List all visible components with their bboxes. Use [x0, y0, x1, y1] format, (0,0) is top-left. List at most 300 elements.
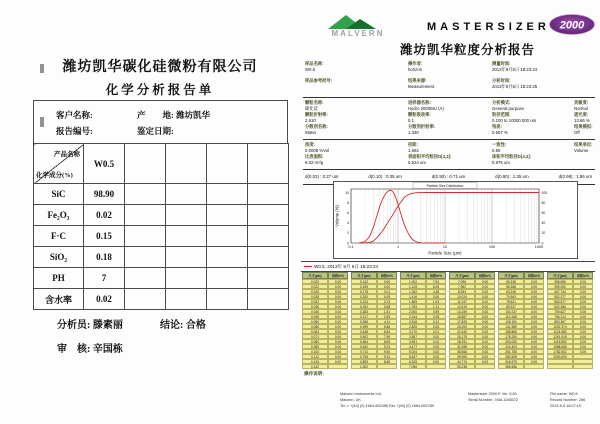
- volume-header-cell: 体积In%: [475, 272, 495, 279]
- size-cell: 112.468: [498, 314, 524, 319]
- empty-cell: [248, 184, 289, 205]
- size-cell: 2.000: [400, 309, 426, 314]
- x-axis-tick: 10: [442, 245, 448, 249]
- volume-cell: 0.00: [328, 279, 348, 284]
- volume-cell: [377, 364, 397, 369]
- volume-cell: 0.23: [377, 299, 397, 304]
- size-cell: 31.698: [449, 344, 475, 349]
- field-value: 碳化硅: [305, 106, 318, 112]
- volume-cell: 0.00: [328, 299, 348, 304]
- size-cell: 282.508: [498, 354, 524, 359]
- field: [408, 124, 492, 136]
- volume-cell: 9.23: [377, 344, 397, 349]
- volume-cell: 0.12: [426, 319, 446, 324]
- report-info-box: [33, 100, 288, 144]
- right-axis-tick: 80: [541, 200, 546, 205]
- volume-cell: 0.00: [573, 344, 593, 349]
- product-cell: W0.5: [84, 144, 125, 184]
- empty-cell: [125, 144, 166, 184]
- field: [408, 142, 492, 154]
- d-value: d(0.50) : 0.71 um: [431, 174, 466, 179]
- empty-cell: [207, 268, 248, 289]
- empty-cell: [166, 205, 207, 226]
- size-table-row: [302, 364, 348, 369]
- origin-label: 产 地: 潍坊凯华: [137, 110, 210, 120]
- field-label: 结果来源:: [408, 77, 427, 83]
- size-column-group: [547, 272, 593, 369]
- component-value-cell: 7: [84, 268, 125, 289]
- volume-cell: 8.65: [377, 359, 397, 364]
- chemical-composition-table: [33, 143, 289, 310]
- volume-cell: 0.00: [328, 319, 348, 324]
- component-label-cell: PH: [34, 268, 84, 289]
- footer-line: File name: W0.5: [550, 392, 578, 396]
- footer-line: Mastersizer 2000 E Ver. 5.60: [468, 392, 517, 396]
- volume-cell: 0.00: [426, 339, 446, 344]
- field-section: [303, 140, 595, 170]
- size-table-header-row: [302, 272, 348, 279]
- volume-cell: 0.59: [426, 309, 446, 314]
- field-value: Normal: [574, 106, 588, 112]
- size-cell: 0.564: [351, 339, 377, 344]
- size-cell: 0.089: [302, 344, 328, 349]
- size-cell: 1.262: [400, 289, 426, 294]
- field-value: 0.507 %: [492, 130, 508, 136]
- model-2000-badge-icon: [548, 13, 596, 36]
- table-row: [34, 205, 289, 226]
- component-value-cell: 0.02: [84, 205, 125, 226]
- volume-cell: 0.00: [426, 344, 446, 349]
- field-row: [305, 78, 595, 95]
- size-cell: 14.159: [449, 309, 475, 314]
- field: [492, 78, 574, 95]
- volume-cell: 7.90: [377, 334, 397, 339]
- size-cell: 1.125: [400, 284, 426, 289]
- size-cell: 3.557: [400, 334, 426, 339]
- volume-cell: 0.00: [475, 354, 495, 359]
- inspection-date-label: 鉴定日期:: [137, 126, 174, 136]
- size-cell: 178.250: [498, 334, 524, 339]
- volume-header-cell: 体积In%: [328, 272, 348, 279]
- field-label: 灵敏度:: [574, 100, 589, 105]
- size-cell: 0.126: [302, 359, 328, 364]
- field-label: 遮光度:: [574, 112, 589, 117]
- right-axis-tick: 0: [541, 241, 544, 246]
- size-table-header-row: [449, 272, 495, 279]
- size-cell: 0.032: [302, 299, 328, 304]
- field: [305, 124, 408, 136]
- volume-cell: 0.00: [328, 354, 348, 359]
- field: [492, 154, 574, 166]
- size-cell: 6.325: [400, 359, 426, 364]
- volume-cell: [475, 364, 495, 369]
- volume-header-cell: 体积In%: [524, 272, 544, 279]
- size-cell: 0.448: [351, 329, 377, 334]
- size-class-table: [302, 272, 593, 369]
- size-cell: 79.621: [498, 299, 524, 304]
- empty-cell: [125, 205, 166, 226]
- y-axis-label: Volume (%): [334, 205, 340, 227]
- empty-cell: [248, 289, 289, 310]
- footer-line: Malvern Instruments Ltd.: [340, 392, 382, 396]
- field: [492, 142, 574, 154]
- size-cell: 25.179: [449, 334, 475, 339]
- size-cell: 15.887: [449, 314, 475, 319]
- size-cell: 0.036: [302, 304, 328, 309]
- volume-cell: 0.05: [426, 324, 446, 329]
- measurement-fields: [303, 59, 595, 185]
- field-label: 颗粒吸收率:: [408, 112, 431, 117]
- component-label-cell: SiO₂: [34, 247, 84, 268]
- product-name-header: 产品名称: [54, 151, 80, 158]
- size-cell: 0.063: [302, 329, 328, 334]
- field: [492, 112, 574, 124]
- footer-manufacturer: [340, 391, 465, 409]
- empty-cell: [125, 289, 166, 310]
- size-cell: 1261.915: [547, 334, 573, 339]
- field-value: 9.02 m²/g: [305, 160, 324, 166]
- size-cell: 0.142: [351, 279, 377, 284]
- size-cell: 8.934: [449, 289, 475, 294]
- analyst-signature: 分析员: 滕素丽: [57, 320, 123, 331]
- size-column-group: [302, 272, 348, 369]
- volume-cell: 0.00: [573, 329, 593, 334]
- size-cell: 1.002: [400, 279, 426, 284]
- size-cell: 399.052: [547, 284, 573, 289]
- size-cell: 100.237: [498, 309, 524, 314]
- volume-cell: [328, 364, 348, 369]
- size-table-header-row: [400, 272, 446, 279]
- field: [492, 124, 574, 136]
- volume-cell: 0.00: [328, 329, 348, 334]
- volume-cell: 0.00: [328, 344, 348, 349]
- volume-cell: 0.00: [475, 279, 495, 284]
- empty-cell: [166, 144, 207, 184]
- size-cell: 1.589: [400, 299, 426, 304]
- field-label: 分散剂折射率:: [408, 124, 436, 129]
- volume-cell: 6.84: [377, 329, 397, 334]
- size-cell: 355.656: [547, 279, 573, 284]
- particle-size-chart-svg: [334, 182, 577, 258]
- field: [305, 100, 408, 112]
- volume-cell: 0.00: [573, 339, 593, 344]
- empty-cell: [248, 226, 289, 247]
- volume-header-cell: 体积In%: [573, 272, 593, 279]
- volume-cell: 0.00: [524, 319, 544, 324]
- size-cell: 0.040: [302, 309, 328, 314]
- component-label-cell: F·C: [34, 226, 84, 247]
- size-cell: 0.142: [302, 364, 328, 369]
- volume-cell: 0.00: [475, 289, 495, 294]
- volume-cell: 3.06: [426, 294, 446, 299]
- field-value: Off: [574, 130, 580, 136]
- field-row: [305, 124, 595, 136]
- volume-cell: 1.51: [377, 309, 397, 314]
- field: [408, 112, 492, 124]
- volume-cell: 1.93: [426, 299, 446, 304]
- volume-frequency-curve: [359, 190, 445, 243]
- size-cell: 0.283: [351, 309, 377, 314]
- volume-header-cell: 体积In%: [426, 272, 446, 279]
- size-cell: 0.178: [351, 289, 377, 294]
- size-cell: 0.025: [302, 289, 328, 294]
- field-label: 分析时间:: [492, 77, 511, 83]
- right-axis-tick: 40: [541, 221, 546, 226]
- volume-cell: 0.00: [573, 279, 593, 284]
- volume-cell: 0.00: [573, 319, 593, 324]
- field-label: 样品参考批号:: [305, 77, 333, 83]
- size-cell: 632.456: [547, 304, 573, 309]
- left-axis-tick: 6: [347, 211, 349, 216]
- empty-cell: [248, 144, 289, 184]
- size-cell: 0.399: [351, 324, 377, 329]
- empty-cell: [207, 247, 248, 268]
- volume-cell: 0.00: [328, 309, 348, 314]
- right-axis-tick: 20: [541, 231, 546, 236]
- left-axis-tick: 4: [347, 221, 349, 226]
- right-axis-tick: 100: [541, 190, 548, 195]
- empty-cell: [125, 268, 166, 289]
- conclusion-text: 结论: 合格: [160, 320, 206, 331]
- footer-line: Serial Number : MAL1048372: [468, 398, 519, 403]
- composition-header: 化学成分(%): [36, 172, 73, 179]
- size-cell: 0.022: [302, 284, 328, 289]
- size-column-group: [449, 272, 495, 369]
- volume-cell: 0.00: [524, 344, 544, 349]
- x-axis-tick: 100: [488, 245, 496, 249]
- size-cell: 1002.374: [547, 324, 573, 329]
- size-cell: 2.825: [400, 324, 426, 329]
- field-label: 表面积平均粒径D[3,2]:: [408, 154, 452, 159]
- volume-cell: 0.00: [475, 304, 495, 309]
- size-cell: 224.404: [498, 344, 524, 349]
- size-cell: 50.238: [498, 279, 524, 284]
- field-row: [305, 142, 595, 154]
- volume-cell: 0.00: [328, 289, 348, 294]
- malvern-wordmark: MALVERN: [331, 29, 385, 38]
- volume-cell: 0.00: [524, 349, 544, 354]
- size-cell: 0.632: [351, 344, 377, 349]
- volume-cell: 5.56: [377, 324, 397, 329]
- size-cell: 0.893: [351, 359, 377, 364]
- size-table-row: [449, 364, 495, 369]
- size-cell: 0.796: [351, 354, 377, 359]
- size-header-cell: 尺寸(µm): [302, 272, 328, 279]
- x-axis-tick: 0.1: [348, 245, 354, 249]
- size-table-header-row: [547, 272, 593, 279]
- size-cell: 44.774: [449, 359, 475, 364]
- field-value: Volume: [574, 148, 589, 154]
- field: [492, 61, 574, 78]
- field-label: 体积平均粒径D[4,3]:: [492, 154, 532, 159]
- field-value: 1.692: [408, 148, 419, 154]
- field-section: [303, 98, 595, 140]
- size-cell: 1.783: [400, 304, 426, 309]
- field-label: 粒径范围:: [492, 112, 511, 117]
- volume-cell: 0.00: [524, 339, 544, 344]
- volume-cell: [573, 364, 593, 369]
- volume-cell: 0.00: [524, 279, 544, 284]
- volume-cell: 0.00: [426, 354, 446, 359]
- size-cell: 10.024: [449, 294, 475, 299]
- volume-cell: 0.00: [573, 299, 593, 304]
- volume-cell: 0.00: [377, 279, 397, 284]
- volume-cell: 0.00: [475, 334, 495, 339]
- component-value-cell: 0.18: [84, 247, 125, 268]
- size-cell: 0.045: [302, 314, 328, 319]
- field-label: 一致性:: [492, 142, 507, 147]
- size-cell: 355.656: [498, 364, 524, 369]
- left-axis-tick: 2: [347, 231, 349, 236]
- size-cell: 7.962: [449, 284, 475, 289]
- size-cell: 709.627: [547, 309, 573, 314]
- footer-line: Malvern, UK: [340, 398, 361, 403]
- field-label: 比表面积:: [305, 154, 324, 159]
- volume-cell: 0.00: [524, 284, 544, 289]
- field-label: 结果模拟:: [574, 124, 593, 129]
- size-cell: 251.785: [498, 349, 524, 354]
- field: [305, 61, 408, 78]
- field-label: 径距:: [408, 142, 419, 147]
- volume-cell: 6.05: [426, 284, 446, 289]
- volume-cell: 9.50: [377, 349, 397, 354]
- empty-cell: [166, 289, 207, 310]
- field-label: 颗粒折射率:: [305, 112, 328, 117]
- size-cell: 0.200: [351, 294, 377, 299]
- field: [408, 100, 492, 112]
- field: [574, 124, 595, 136]
- volume-cell: 0.00: [328, 334, 348, 339]
- volume-cell: 0.00: [573, 324, 593, 329]
- x-axis-tick: 1000: [534, 245, 544, 249]
- size-cell: 316.979: [498, 359, 524, 364]
- component-label-cell: Fe₂O₃: [34, 205, 84, 226]
- empty-cell: [248, 205, 289, 226]
- x-axis-tick: 1: [396, 245, 400, 249]
- field: [408, 61, 492, 78]
- empty-cell: [166, 226, 207, 247]
- field-label: 残差:: [492, 124, 503, 129]
- volume-cell: 0.00: [475, 309, 495, 314]
- size-cell: 0.100: [302, 349, 328, 354]
- size-cell: 2.244: [400, 314, 426, 319]
- volume-cell: 0.00: [573, 294, 593, 299]
- customer-name-label: 客户名称:: [56, 110, 93, 120]
- size-cell: 12.619: [449, 304, 475, 309]
- size-cell: 0.159: [351, 284, 377, 289]
- volume-cell: 0.00: [524, 304, 544, 309]
- volume-cell: 0.00: [475, 319, 495, 324]
- size-cell: 5.637: [400, 354, 426, 359]
- size-cell: 1782.502: [547, 349, 573, 354]
- volume-cell: 0.00: [524, 334, 544, 339]
- field-label: 分析模式:: [492, 100, 511, 105]
- field: [574, 142, 595, 154]
- table-header-row: [34, 144, 289, 184]
- size-cell: 35.566: [449, 349, 475, 354]
- size-header-cell: 尺寸(µm): [449, 272, 475, 279]
- model-2000-text: 2000: [559, 19, 585, 32]
- empty-cell: [207, 205, 248, 226]
- volume-cell: 0.00: [524, 289, 544, 294]
- field-label: 分散剂名称:: [305, 124, 328, 129]
- size-table-row: [547, 364, 593, 369]
- field-value: 1.330: [408, 130, 419, 136]
- volume-cell: 0.00: [573, 349, 593, 354]
- diagonal-header-cell: [34, 144, 84, 184]
- field-label: 颗粒名称:: [305, 100, 324, 105]
- size-cell: 0.224: [351, 299, 377, 304]
- reviewer-signature: 审 核: 辛国栋: [57, 344, 123, 355]
- field-value: 13.66 %: [574, 118, 590, 124]
- empty-cell: [125, 247, 166, 268]
- size-cell: 0.020: [302, 279, 328, 284]
- size-cell: 893.367: [547, 319, 573, 324]
- size-header-cell: 尺寸(µm): [498, 272, 524, 279]
- volume-cell: 0.00: [475, 344, 495, 349]
- cumulative-undersize-curve: [359, 193, 539, 244]
- volume-cell: 0.00: [524, 324, 544, 329]
- volume-cell: 0.00: [328, 294, 348, 299]
- size-cell: 89.337: [498, 304, 524, 309]
- left-axis-tick: 0: [347, 241, 349, 246]
- field: [408, 154, 492, 166]
- component-value-cell: 0.15: [84, 226, 125, 247]
- particle-size-chart: [333, 181, 578, 259]
- size-cell: 11.247: [449, 299, 475, 304]
- volume-cell: 0.00: [475, 294, 495, 299]
- mastersizer-wordmark: MASTERSIZER: [427, 21, 550, 33]
- volume-header-cell: 体积In%: [377, 272, 397, 279]
- volume-cell: 0.28: [426, 314, 446, 319]
- size-cell: 28.251: [449, 339, 475, 344]
- field-value: Measurement: [408, 83, 435, 89]
- size-column-group: [400, 272, 446, 369]
- volume-cell: 0.00: [426, 359, 446, 364]
- field: [574, 112, 595, 124]
- size-cell: 1.002: [351, 364, 377, 369]
- volume-cell: 0.00: [524, 354, 544, 359]
- volume-cell: 0.00: [475, 359, 495, 364]
- field: [574, 100, 595, 112]
- volume-cell: 0.00: [573, 284, 593, 289]
- field-value: General purpose: [492, 106, 525, 112]
- size-cell: 0.112: [302, 354, 328, 359]
- empty-cell: [166, 184, 207, 205]
- chem-report-title: 化学分析报告单: [105, 83, 215, 97]
- volume-cell: 0.00: [328, 324, 348, 329]
- empty-cell: [207, 144, 248, 184]
- company-name: 潍坊凯华碳化硅微粉有限公司: [62, 60, 258, 75]
- size-cell: 1124.683: [547, 329, 573, 334]
- footer-file-info: [550, 391, 598, 409]
- component-value-cell: 98.90: [84, 184, 125, 205]
- size-cell: 7.096: [400, 364, 426, 369]
- size-cell: 0.252: [351, 304, 377, 309]
- table-row: [34, 226, 289, 247]
- size-cell: 0.356: [351, 319, 377, 324]
- volume-cell: 4.48: [426, 289, 446, 294]
- volume-cell: 0.00: [573, 309, 593, 314]
- volume-cell: 0.00: [524, 309, 544, 314]
- empty-cell: [125, 226, 166, 247]
- volume-cell: 0.00: [475, 329, 495, 334]
- field-label: 测量时间:: [492, 61, 511, 66]
- field: [305, 112, 408, 124]
- size-cell: 1588.656: [547, 344, 573, 349]
- size-cell: 796.214: [547, 314, 573, 319]
- table-row: [34, 184, 289, 205]
